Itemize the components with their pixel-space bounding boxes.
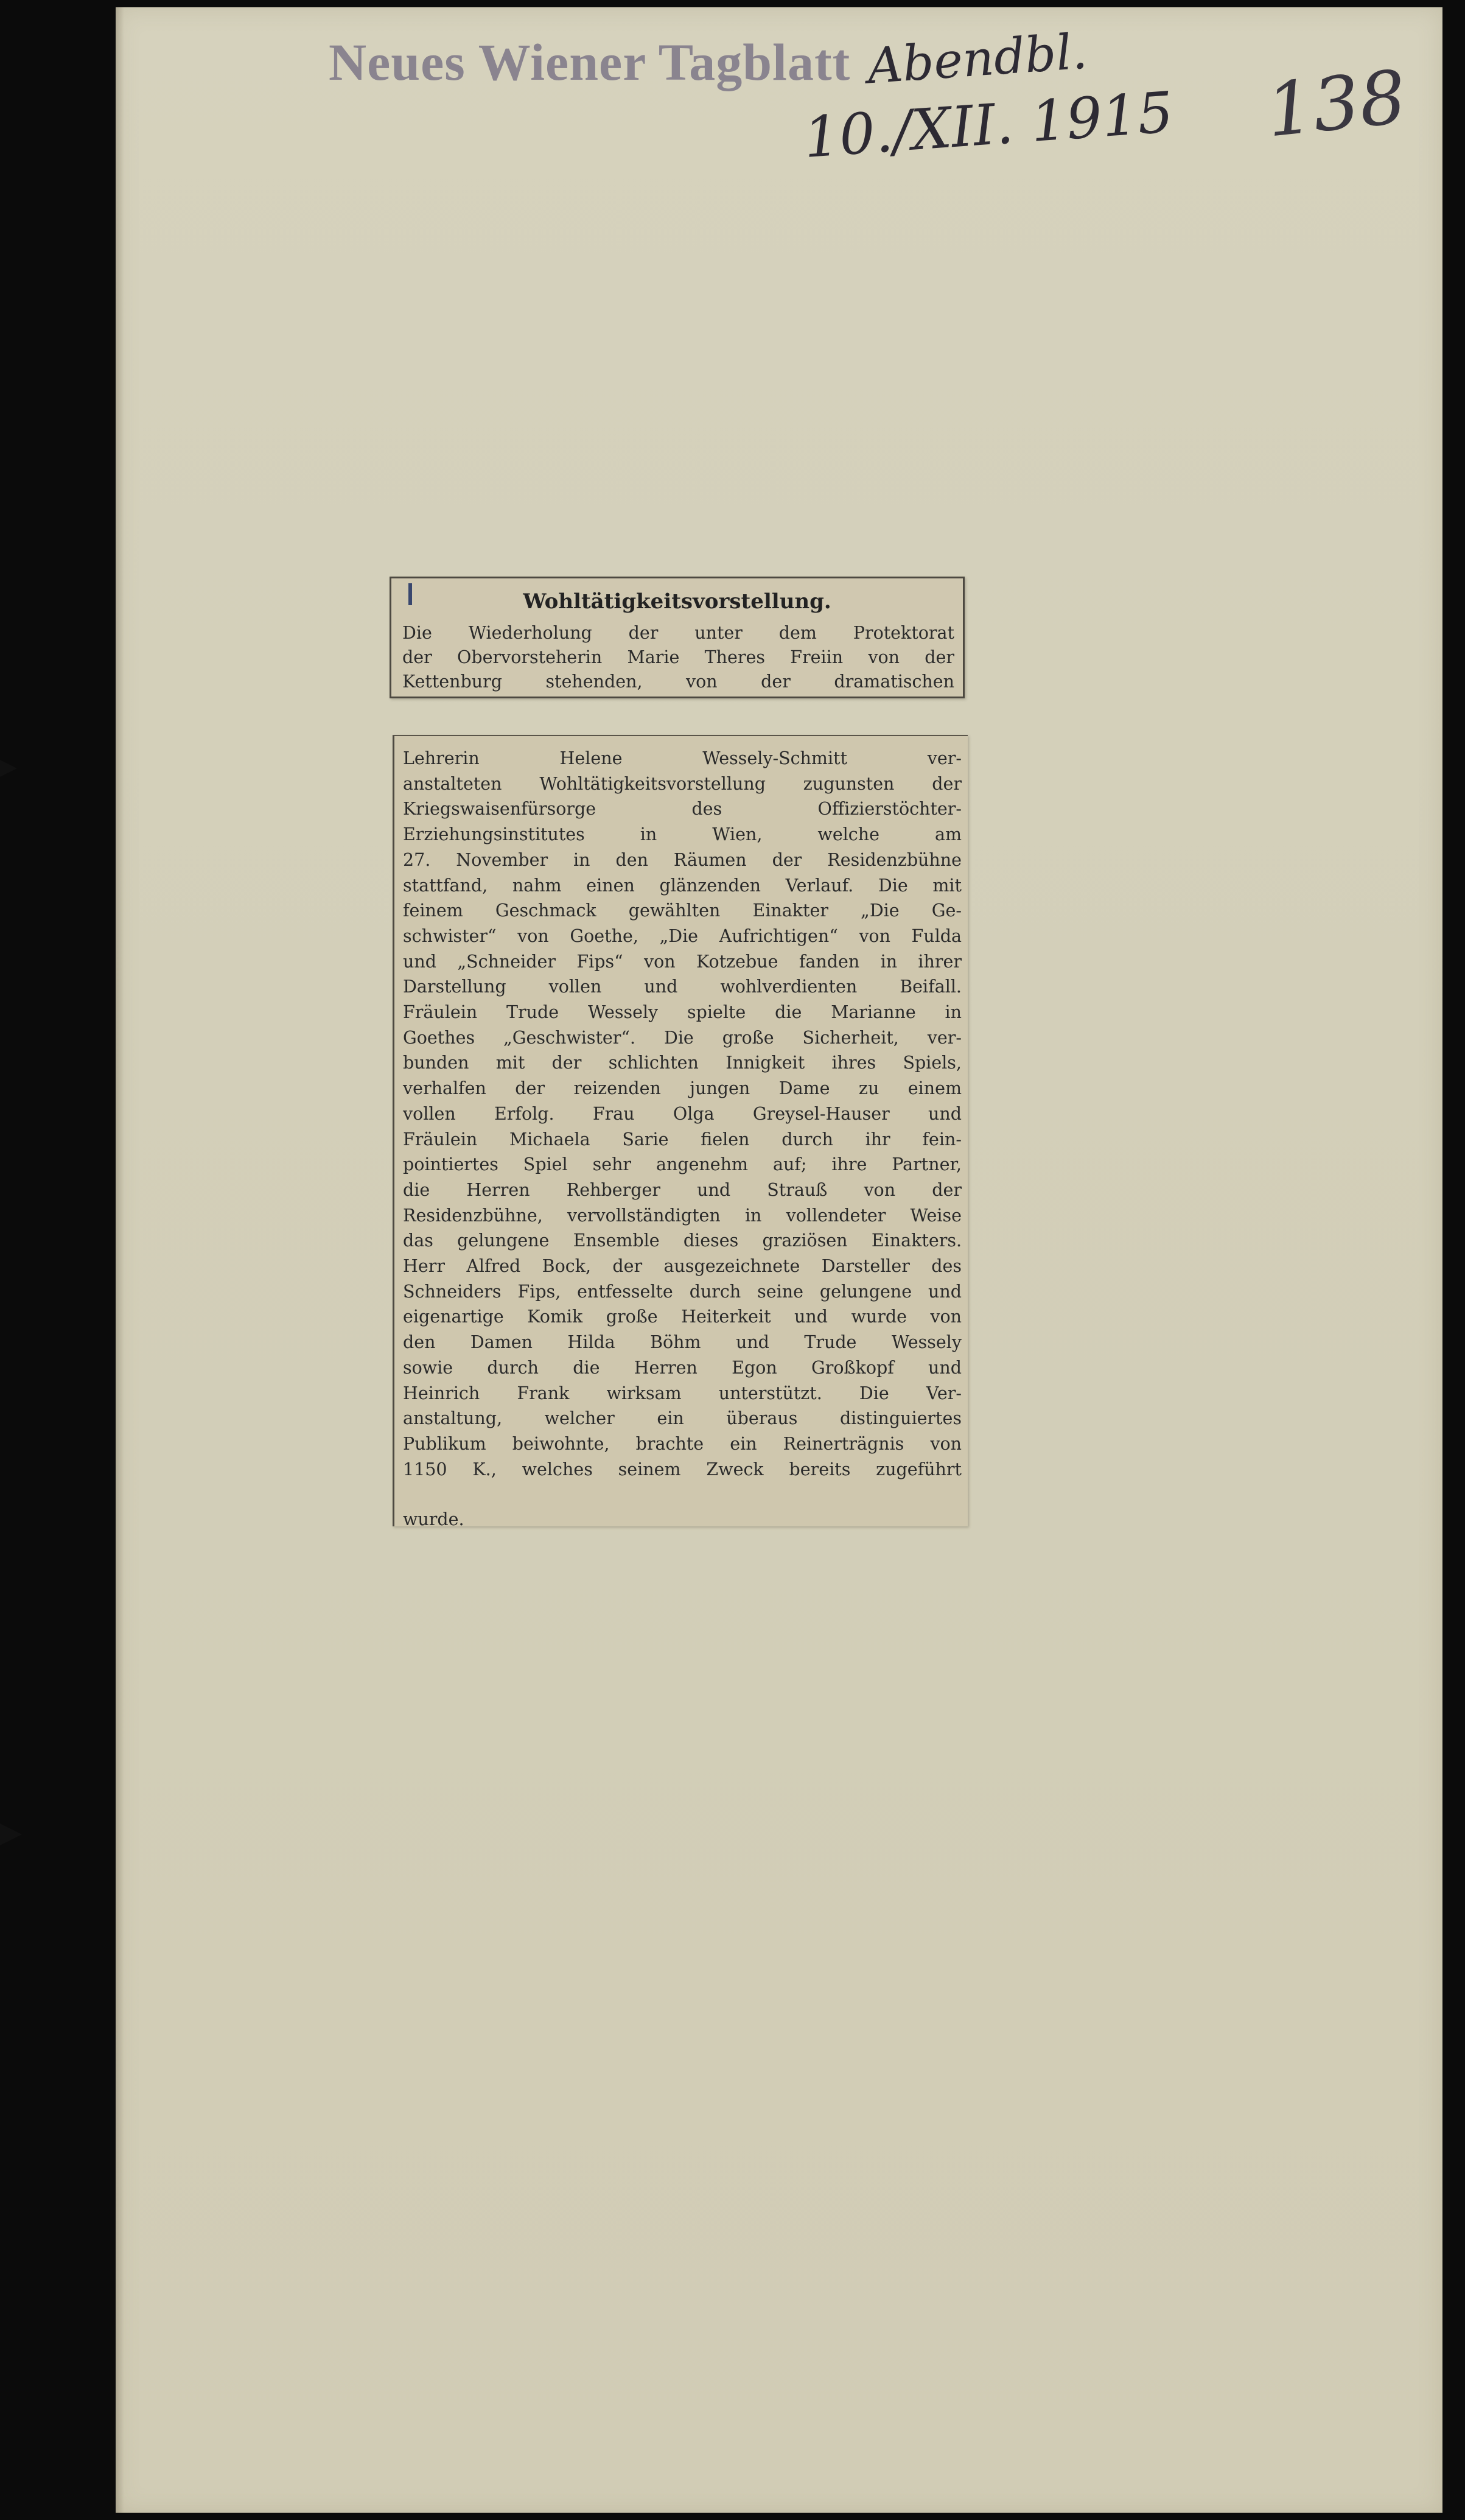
edge-tab-marker: [0, 760, 17, 777]
article-body-paragraph: Lehrerin Helene Wessely-Schmitt ver- anstalteten Wohltätigkeitsvorstellung zugunsten der Kriegswaisenfürsorge des Offizierstöchter- Erziehungsinstitutes in Wien, welche am 27. November in den Räumen der Residenzbühne stattfand, nahm einen glänzenden Verlauf. Die mit feinem Geschmack gewählten Einakter „Die Ge- schwister“ von Goethe, „Die Aufrichtigen“ von Fulda und „Schneider Fips“ von Kotzebue fanden in ihrer Darstellung vollen und wohlverdienten Beifall. Fräulein Trude Wessely spielte die Marianne in Goethes „Geschwister“. Die große Sicherheit, ver- bunden mit der schlichten Innigkeit ihres Spiels, verhalfen der reizenden jungen Dame zu einem vollen Erfolg. Frau Olga Greysel-Hauser und Fräulein Michaela Sarie fielen durch ihr fein- pointiertes Spiel sehr angenehm auf; ihre Partner, die Herren Rehberger und Strauß von der Residenzbühne, vervollständigten in vollendeter Weise das gelungene Ensemble dieses graziösen Einakters. Herr Alfred Bock, der ausgezeichnete Darsteller des Schneiders Fips, entfesselte durch seine gelungene und eigenartige Komik große Heiterkeit und wurde von den Damen Hilda Böhm und Trude Wessely sowie durch die Herren Egon Großkopf und Heinrich Frank wirksam unterstützt. Die Ver- anstaltung, welcher ein überaus distinguiertes Publikum beiwohnte, brachte ein Reinerträgnis von 1150 K., welches seinem Zweck bereits zugeführt: [403, 748, 962, 1479]
edge-tab-marker-lower: [0, 1823, 22, 1845]
article-lead-paragraph: Die Wiederholung der unter dem Protektorat der Obervorsteherin Marie Theres Freiin von der Kettenburg stehenden, von der dramatischen: [402, 623, 954, 692]
clipping-top-fragment: [390, 577, 965, 698]
article-heading: Wohltätigkeitsvorstellung.: [523, 589, 831, 614]
sheet-edge-shadow: [116, 7, 124, 2513]
paper-sheet: [116, 7, 1442, 2513]
newspaper-name-stamp: Neues Wiener Tagblatt: [329, 33, 851, 91]
handwritten-date: 10./XII. 1915: [802, 79, 1176, 171]
handwritten-page-number: 138: [1262, 55, 1410, 154]
handwritten-edition-note: Abendbl.: [865, 23, 1089, 95]
clipping-body-fragment: [393, 735, 968, 1529]
article-body-last-line: wurde.: [403, 1509, 464, 1529]
